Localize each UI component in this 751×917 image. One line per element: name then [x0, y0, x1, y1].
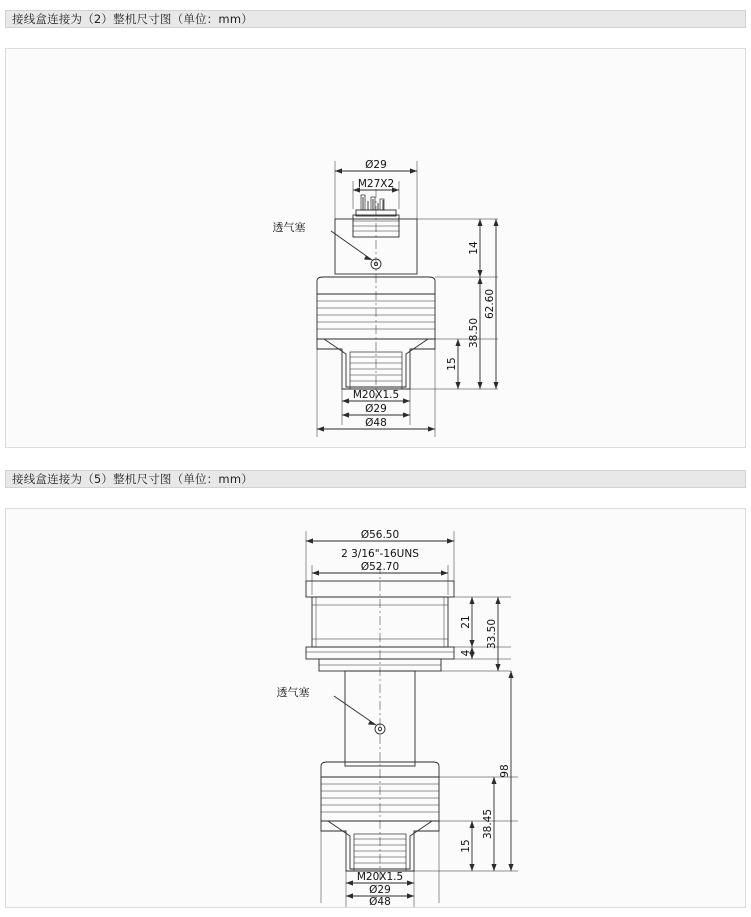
dimension-drawing-1	[6, 49, 745, 447]
label-bottom-dia-large-1: Ø48	[365, 417, 387, 429]
label-top-thread-1: M27X2	[357, 178, 395, 190]
label-dim-14: 14	[468, 241, 480, 255]
section-header-2	[5, 470, 746, 488]
label-dim-4: 4	[460, 649, 472, 657]
label-bottom-dia-large-2: Ø48	[369, 896, 391, 907]
section-header-1	[5, 10, 746, 28]
label-dim-98: 98	[499, 764, 511, 778]
diagram-panel-1	[5, 48, 746, 448]
label-dim-15-1: 15	[446, 357, 458, 371]
label-bottom-thread-1: M20X1.5	[352, 389, 400, 401]
dimension-drawing-2	[6, 509, 745, 907]
section-title-1: 接线盒连接为（2）整机尺寸图（单位：mm）	[12, 12, 253, 26]
label-top-thread-2: 2 3/16"-16UNS	[341, 548, 419, 560]
label-dim-38-50: 38.50	[468, 317, 480, 349]
label-bottom-dia-small-1: Ø29	[365, 403, 387, 415]
label-dim-38-45: 38.45	[482, 808, 494, 840]
label-dim-21: 21	[460, 615, 472, 629]
label-vent-plug-1: 透气塞	[272, 221, 306, 234]
diagram-panel-2	[5, 508, 746, 908]
label-dim-62-60: 62.60	[484, 288, 496, 320]
section-title-2: 接线盒连接为（5）整机尺寸图（单位：mm）	[12, 472, 253, 486]
label-dim-33-50: 33.50	[486, 618, 498, 650]
label-top-dia-inner-2: Ø52.70	[360, 561, 400, 573]
label-vent-plug-2: 透气塞	[276, 686, 310, 699]
label-bottom-dia-small-2: Ø29	[369, 884, 391, 896]
label-bottom-thread-2: M20X1.5	[356, 871, 404, 883]
label-top-dia-2: Ø56.50	[360, 529, 400, 541]
label-top-dia-1: Ø29	[365, 159, 387, 171]
label-dim-15-2: 15	[460, 839, 472, 853]
